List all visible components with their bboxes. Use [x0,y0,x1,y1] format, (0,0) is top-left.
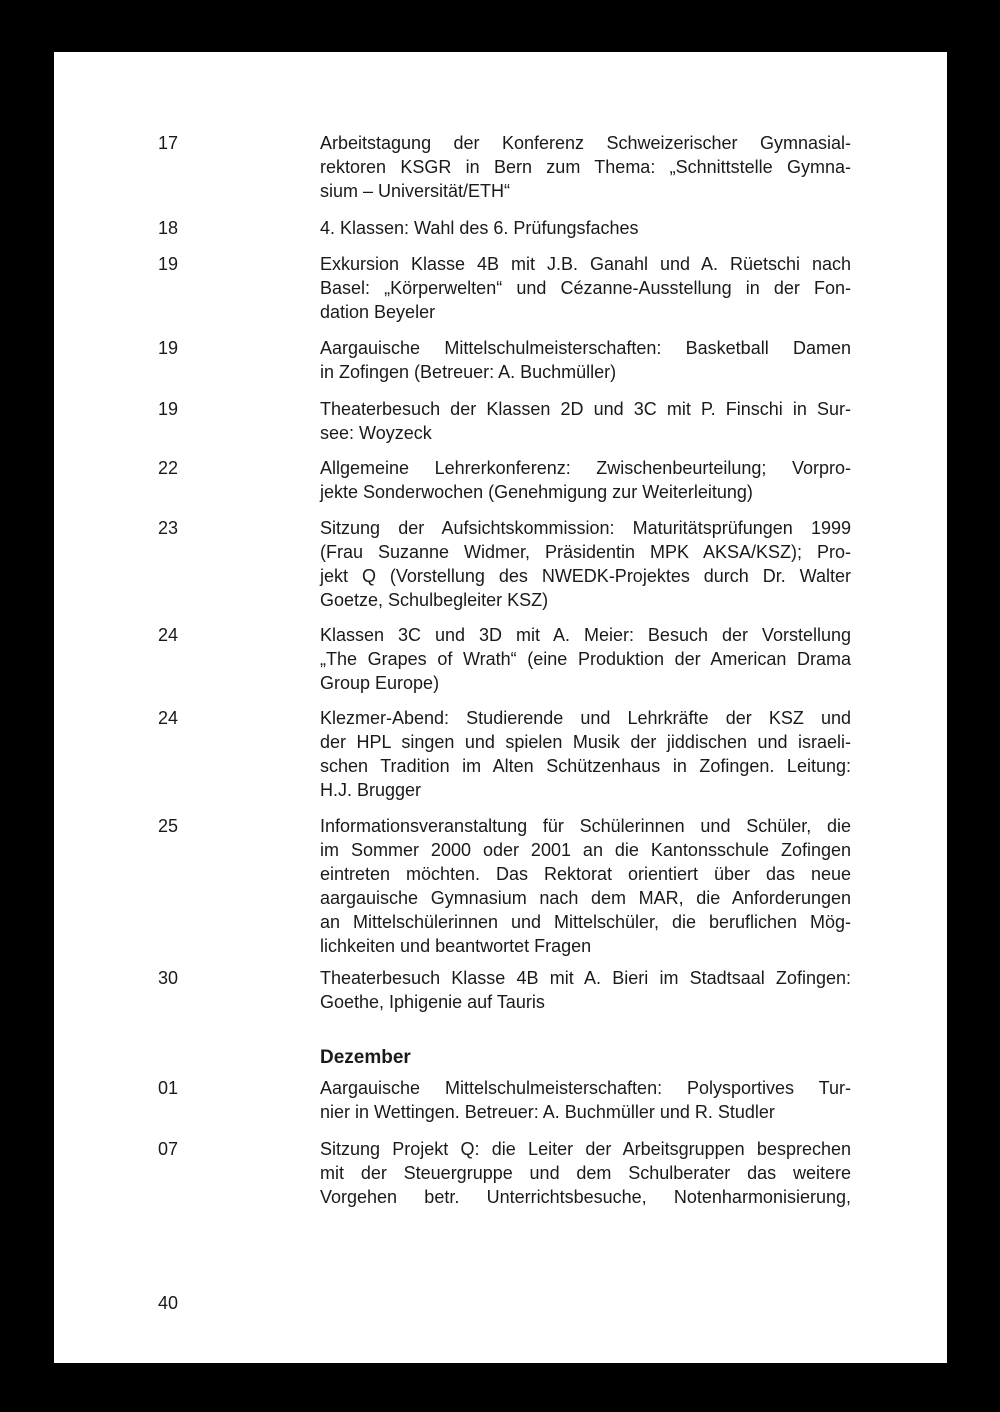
entry-text [320,456,851,504]
entry-line: schen Tradition im Alten Schützenhaus in Zofingen. Leitung: [320,756,851,776]
entry-text [320,397,851,445]
entry-day: 30 [158,968,179,988]
entry-line: Klezmer-Abend: Studierende und Lehrkräfte der KSZ und [320,708,851,728]
entry-line: Sitzung der Aufsichtskommission: Maturitätsprüfungen 1999 [320,518,851,538]
entry-text [320,966,851,1014]
entry-line: nier in Wettingen. Betreuer: A. Buchmüller und R. Studler [320,1102,775,1122]
entry-line: rektoren KSGR in Bern zum Thema: „Schnittstelle Gymna- [320,157,851,177]
entry-day: 19 [158,254,179,274]
entry-day: 01 [158,1078,179,1098]
entry-text [320,516,851,612]
entry-day: 18 [158,218,179,238]
entry-line: Goethe, Iphigenie auf Tauris [320,992,545,1012]
entry-line: Theaterbesuch Klasse 4B mit A. Bieri im Stadtsaal Zofingen: [320,968,851,988]
entry-line: der HPL singen und spielen Musik der jiddischen und israeli- [320,732,851,752]
entry-line: Basel: „Körperwelten“ und Cézanne-Ausstellung in der Fon- [320,278,851,298]
entry-line: Allgemeine Lehrerkonferenz: Zwischenbeurteilung; Vorpro- [320,458,851,478]
entry-line: „The Grapes of Wrath“ (eine Produktion der American Drama [320,649,851,669]
entry-line: Aargauische Mittelschulmeisterschaften: Basketball Damen [320,338,851,358]
entry-line: eintreten möchten. Das Rektorat orientiert über das neue [320,864,851,884]
entry-line: sium – Universität/ETH“ [320,181,511,201]
entry-day: 19 [158,338,179,358]
entry-line: Theaterbesuch der Klassen 2D und 3C mit P. Finschi in Sur- [320,399,851,419]
entry-line: Goetze, Schulbegleiter KSZ) [320,590,549,610]
entry-text [320,216,851,240]
entry-line: Exkursion Klasse 4B mit J.B. Ganahl und A. Rüetschi nach [320,254,851,274]
entry-day: 23 [158,518,179,538]
entry-text [320,814,851,958]
entry-line: mit der Steuergruppe und dem Schulberater das weitere [320,1163,851,1183]
entry-day: 24 [158,625,179,645]
entry-day: 19 [158,399,179,419]
entry-line: Informationsveranstaltung für Schülerinnen und Schüler, die [320,816,851,836]
entry-line: lichkeiten und beantwortet Fragen [320,936,592,956]
entry-line: aargauische Gymnasium nach dem MAR, die Anforderungen [320,888,851,908]
entry-text [320,336,851,384]
entry-day: 07 [158,1139,179,1159]
page-number: 40 [158,1293,179,1313]
entry-line: im Sommer 2000 oder 2001 an die Kantonsschule Zofingen [320,840,851,860]
entry-line: H.J. Brugger [320,780,422,800]
entry-line: Vorgehen betr. Unterrichtsbesuche, Notenharmonisierung, [320,1187,851,1207]
entry-line: Klassen 3C und 3D mit A. Meier: Besuch der Vorstellung [320,625,851,645]
entry-day: 22 [158,458,179,478]
entry-line: Aargauische Mittelschulmeisterschaften: Polysportives Tur- [320,1078,851,1098]
entry-line: Sitzung Projekt Q: die Leiter der Arbeitsgruppen besprechen [320,1139,851,1159]
document-page [54,52,947,1363]
entry-day: 25 [158,816,179,836]
entry-line: dation Beyeler [320,302,436,322]
entry-line: jekte Sonderwochen (Genehmigung zur Weiterleitung) [320,482,753,502]
entry-text [320,1076,851,1124]
entry-day: 17 [158,133,179,153]
entry-text [320,623,851,695]
entry-day: 24 [158,708,179,728]
entry-text [320,706,851,802]
entry-text [320,131,851,203]
entry-line: Arbeitstagung der Konferenz Schweizerischer Gymnasial- [320,133,851,153]
entry-line: Group Europe) [320,673,440,693]
entry-line: 4. Klassen: Wahl des 6. Prüfungsfaches [320,218,639,238]
entry-text [320,1137,851,1209]
section-heading-dezember: Dezember [320,1047,411,1068]
entry-line: in Zofingen (Betreuer: A. Buchmüller) [320,362,617,382]
entry-line: jekt Q (Vorstellung des NWEDK-Projektes durch Dr. Walter [320,566,851,586]
entry-text [320,252,851,324]
entry-line: see: Woyzeck [320,423,432,443]
entry-line: an Mittelschülerinnen und Mittelschüler, die beruflichen Mög- [320,912,851,932]
entry-line: (Frau Suzanne Widmer, Präsidentin MPK AKSA/KSZ); Pro- [320,542,851,562]
